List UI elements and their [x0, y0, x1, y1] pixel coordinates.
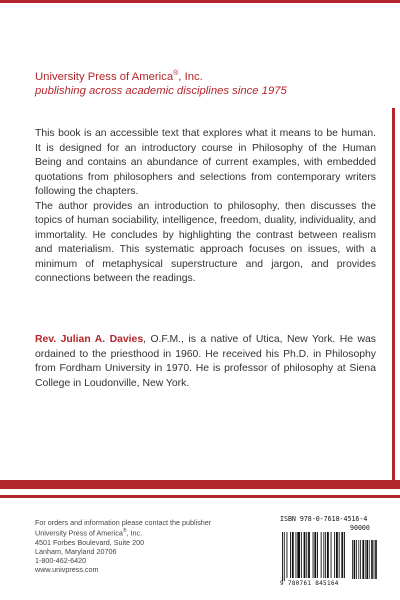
author-bio — [35, 333, 376, 391]
publisher-name-suffix: , Inc. — [178, 70, 203, 83]
footer-band-thin — [0, 495, 400, 498]
author-bio-paragraph — [35, 333, 376, 391]
top-rule — [0, 0, 400, 3]
contact-trademark: ® — [122, 528, 127, 535]
publisher-block — [35, 67, 375, 98]
price-code: 90000 — [350, 524, 370, 532]
publisher-tagline: publishing across academic disciplines since 1975 — [35, 84, 287, 97]
contact-intro: For orders and information please contact the publisher — [35, 518, 212, 527]
barcode-digits: 9 780761 845164 — [280, 580, 339, 587]
contact-publisher-name: University Press of America — [35, 528, 123, 538]
footer-band-thick — [0, 480, 400, 489]
contact-phone: 1-800-462-6420 — [35, 555, 87, 565]
side-rule — [392, 108, 395, 484]
contact-block — [35, 518, 265, 574]
contact-address-2: Lanham, Maryland 20706 — [35, 546, 117, 556]
isbn-label: ISBN 978-0-7618-4516-4 — [280, 515, 368, 523]
publisher-name-text: University Press of America — [35, 70, 174, 83]
barcode-area — [280, 515, 380, 590]
publisher-name — [35, 67, 375, 84]
description-paragraph-2: The author provides an introduction to philosophy, then discusses the topics of human sociability, intelligence, freedom, duality, individuality, and immortality. He concludes by highlighting the contrast between realism and materialism. This systematic approach focuses on issues, with a minimum of metaphysical superstructure and jargon, and provides connections between the readings. — [35, 200, 376, 284]
contact-publisher-suffix: , Inc. — [126, 528, 143, 538]
contact-address-1: 4501 Forbes Boulevard, Suite 200 — [35, 537, 145, 547]
contact-website[interactable]: www.univpress.com — [35, 564, 99, 574]
book-description — [35, 127, 376, 287]
contact-publisher — [35, 527, 265, 537]
description-paragraph-1: This book is an accessible text that explores what it means to be human. It is designed for an introductory course in Philosophy of the Human Being and contains an abundance of current examples, with embedded quotations from philosophers and selections from contemporary writers following the chapters. — [35, 128, 376, 197]
author-name: Rev. Julian A. Davies — [35, 334, 144, 345]
author-bio-text: , O.F.M., is a native of Utica, New York. He was ordained to the priesthood in 1960. He received his Ph.D. in Philosophy from Fordham University in 1970. He is professor of philosophy at Siena College in Loudonville, New York. — [35, 334, 376, 389]
trademark-symbol: ® — [173, 70, 179, 77]
